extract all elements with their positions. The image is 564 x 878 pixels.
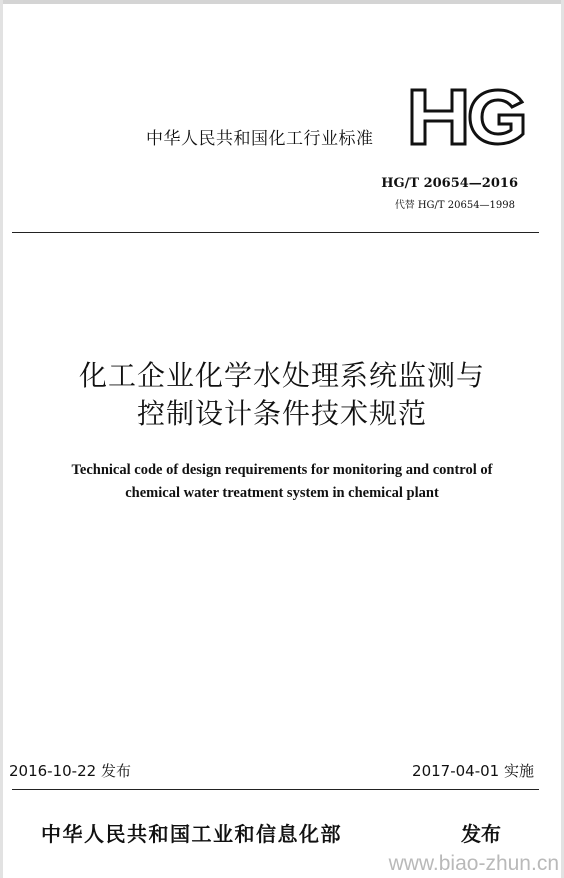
page-edge-left — [0, 0, 3, 878]
top-edge — [0, 0, 564, 4]
replaces-number: HG/T 20654—1998 — [417, 200, 515, 211]
hg-logo-icon — [410, 88, 526, 146]
title-en-line2: chemical water treatment system in chemical plant — [125, 485, 439, 501]
header-divider — [12, 232, 539, 233]
issue-date: 2016-10-22 发布 — [9, 762, 131, 780]
title-cn-line1: 化工企业化学水处理系统监测与 — [78, 359, 485, 392]
footer-divider — [12, 789, 539, 790]
issuer-name: 中华人民共和国工业和信息化部 — [41, 822, 342, 846]
title-en-line1: Technical code of design requirements for monitoring and control of — [71, 462, 493, 478]
effective-date: 2017-04-01 实施 — [412, 762, 534, 780]
watermark: www.biao-zhun.cn — [388, 852, 559, 875]
standard-class-title: 中华人民共和国化工行业标准 — [146, 129, 374, 149]
title-cn-line2: 控制设计条件技术规范 — [136, 397, 427, 430]
replaces-label: 代替 — [394, 200, 415, 211]
issuer-action: 发布 — [461, 822, 501, 846]
replaces-line — [395, 196, 518, 211]
standard-number: HG/T 20654—2016 — [381, 176, 518, 191]
